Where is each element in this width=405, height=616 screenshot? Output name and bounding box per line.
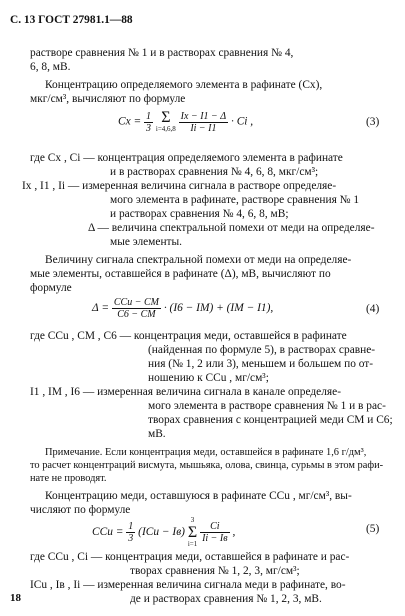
- equation-mid: (ICu − Iв): [138, 526, 185, 539]
- fraction-denominator: Ii − I1: [190, 122, 217, 134]
- text-line: мые элементы.: [110, 236, 183, 248]
- fraction-numerator: Ix − I1 − Δ: [180, 110, 227, 122]
- text-line: творах сравнения № 1, 2, 3, мг/см³;: [130, 565, 300, 577]
- fraction-numerator: CCu − CM: [113, 297, 159, 308]
- note-line: нате не проводят.: [30, 473, 107, 484]
- text-line: I1 , IM , I6 — измеренная величина сигнала в канале определяе-: [30, 386, 341, 398]
- text-line: ICu , Iв , Ii — измеренная величина сигнала меди в рафинате, во-: [30, 579, 346, 591]
- text-line: 6, 8, мВ.: [30, 61, 71, 73]
- text-line: творах сравнения с концентрацией меди CM и C6;: [148, 414, 393, 426]
- text-line: и в растворах сравнения № 4, 6, 8, мкг/см³;: [110, 166, 319, 178]
- fraction-denominator: Ii − Iв: [202, 533, 228, 544]
- text-line: формуле: [30, 282, 72, 294]
- text-line: где Cx , Ci — концентрация определяемого элемента в рафинате: [30, 152, 343, 164]
- text-line: и растворах сравнения № 4, 6, 8, мВ;: [110, 208, 289, 220]
- text-line: (найденная по формуле 5), в растворах сравне-: [148, 344, 376, 356]
- coef-num: 1: [128, 521, 134, 532]
- text-line: Величину сигнала спектральной помехи от меди на определяе-: [45, 254, 352, 266]
- equation-lhs: Cx =: [118, 115, 142, 128]
- text-line: де и растворах сравнения № 1, 2, 3, мВ.: [130, 593, 322, 605]
- text-line: мые элементы, оставшейся в рафинате (Δ), мВ, вычисляют по: [30, 268, 331, 280]
- equation-tail: ,: [232, 526, 236, 539]
- equation-tail: · (I6 − IM) + (IM − I1),: [163, 302, 274, 315]
- text-line: мого элемента в рафинате, растворе сравнения № 1: [110, 194, 360, 206]
- fraction-numerator: Ci: [200, 521, 230, 533]
- page-number: 18: [10, 592, 21, 604]
- equation-lhs: CCu =: [92, 526, 124, 539]
- text-line: раствоpе сравнения № 1 и в растворах сравнения № 4,: [30, 47, 294, 59]
- coef-den: 3: [128, 533, 134, 544]
- text-line: где CCu , CM , C6 — концентрация меди, оставшейся в рафинате: [30, 330, 347, 342]
- text-line: Δ — величина спектральной помехи от меди на определяе-: [88, 222, 375, 234]
- text-line: Концентрацию определяемого элемента в рафинате (Cx),: [45, 79, 323, 91]
- fraction-denominator: C6 − CM: [117, 309, 156, 320]
- note-line: Примечание. Если концентрация меди, оставшейся в рафинате 1,6 г/дм³,: [45, 447, 367, 458]
- equation-number: (4): [366, 303, 380, 315]
- text-line: мкг/см³, вычисляют по формуле: [30, 93, 186, 105]
- text-line: мого элемента в растворе сравнения № 1 и в рас-: [148, 400, 386, 412]
- equation-tail: · Ci ,: [231, 115, 254, 128]
- text-line: Концентрацию меди, оставшуюся в рафинате CCu , мг/см³, вы-: [45, 490, 352, 502]
- text-line: числяют по формуле: [30, 504, 131, 516]
- equation-number: (5): [366, 523, 380, 535]
- text-line: мВ.: [148, 428, 166, 440]
- text-line: Ix , I1 , Ii — измеренная величина сигнала в растворе определяе-: [22, 180, 337, 192]
- text-line: ношению к CCu , мг/см³;: [148, 372, 269, 384]
- equation-4: [92, 297, 273, 320]
- note-line: то расчет концентраций висмута, мышьяка, олова, свинца, сурьмы в этом рафи-: [30, 460, 384, 471]
- coef-den: 3: [146, 122, 152, 134]
- equation-5: [92, 516, 235, 549]
- equation-3: [118, 110, 253, 134]
- equation-number: (3): [366, 116, 380, 128]
- sum-sign: 3 Σ i=1: [187, 516, 198, 548]
- text-line: где CCu , Ci — концентрация меди, оставшейся в рафинате и рас-: [30, 551, 350, 563]
- equation-lhs: Δ =: [92, 302, 110, 315]
- sum-sign: Σ i=4,6,8: [155, 109, 176, 133]
- page-header: С. 13 ГОСТ 27981.1—88: [10, 14, 133, 26]
- text-line: ния (№ 1, 2 или 3), меньшем и большем по от-: [148, 358, 374, 370]
- coef-num: 1: [146, 110, 152, 122]
